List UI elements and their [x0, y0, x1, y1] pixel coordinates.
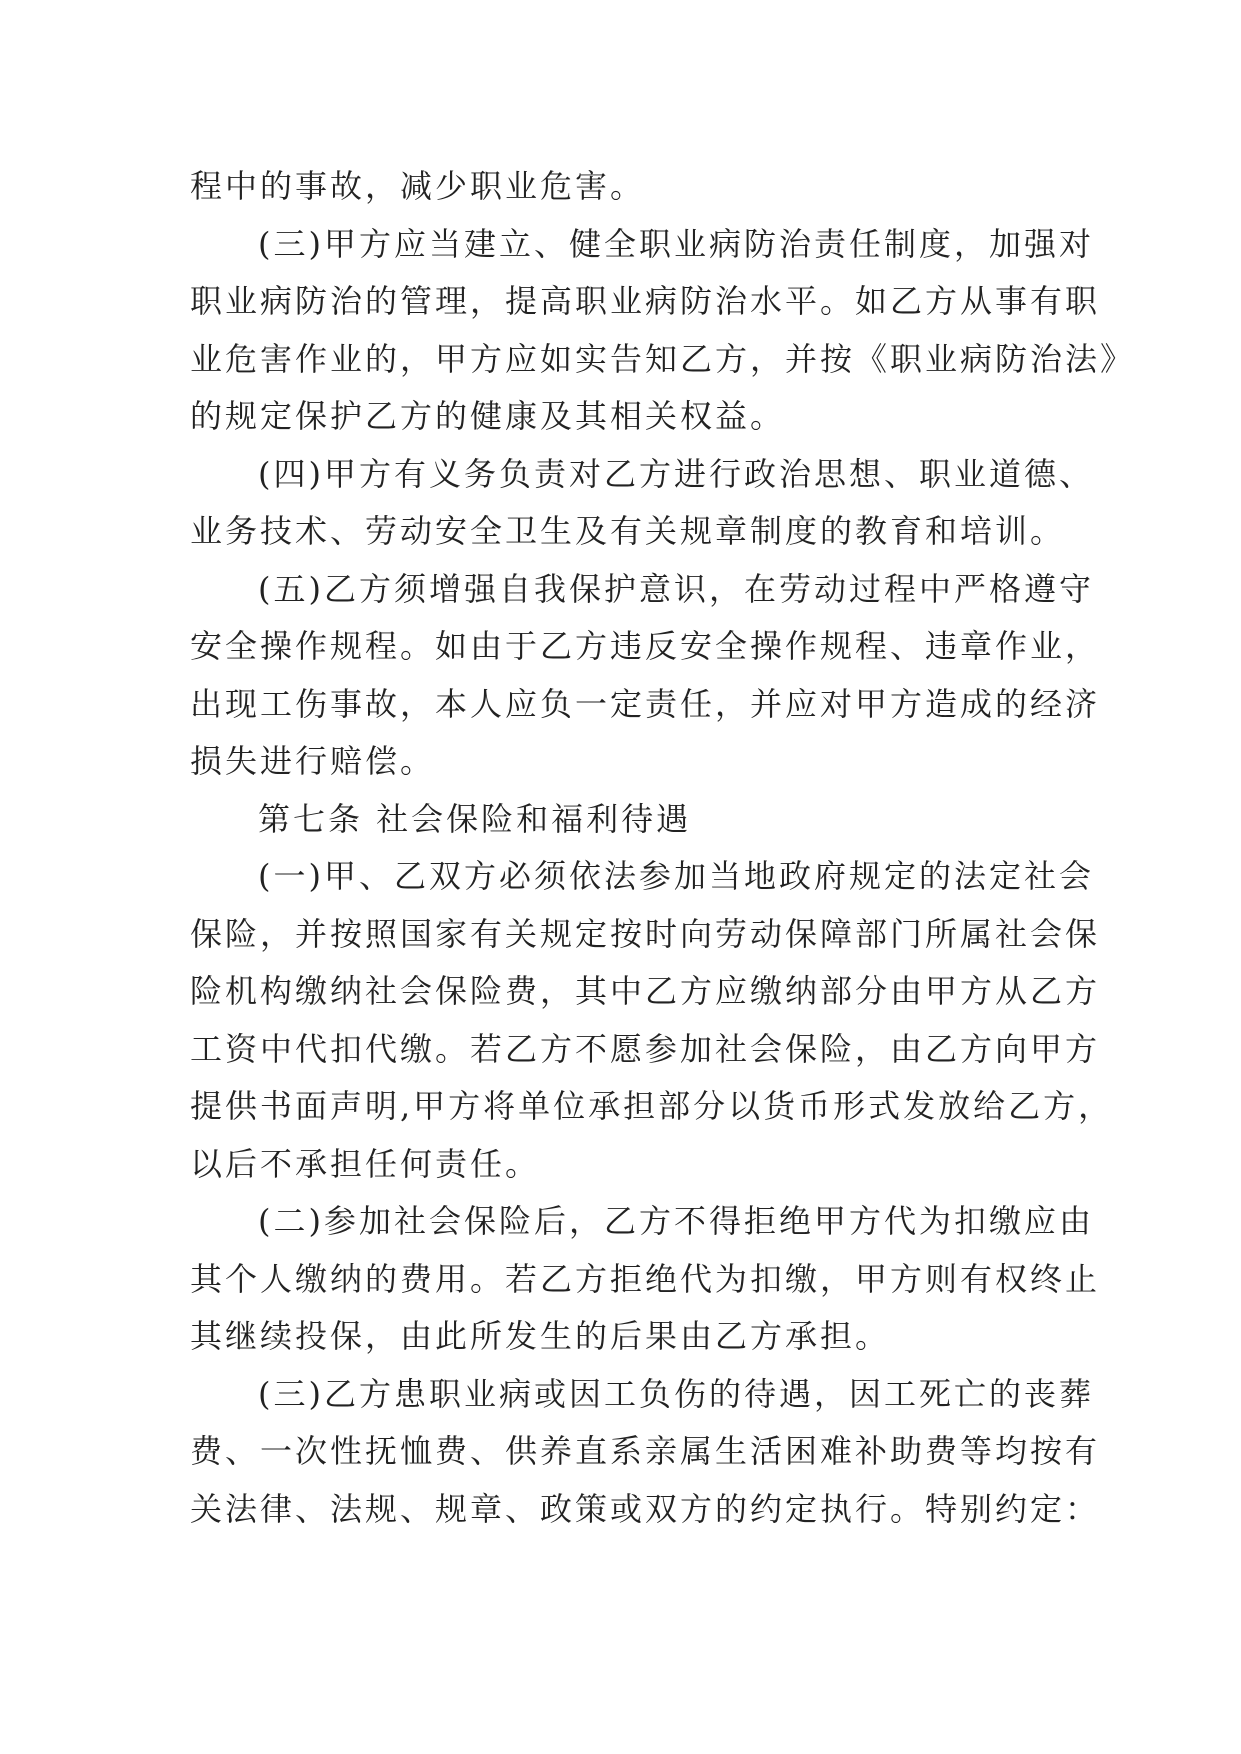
- text-line: 工资中代扣代缴。若乙方不愿参加社会保险，由乙方向甲方: [190, 1029, 1101, 1068]
- document-body: [190, 158, 1136, 1538]
- text-line: 业危害作业的，甲方应如实告知乙方，并按《职业病防治法》: [190, 339, 1136, 378]
- text-line: 损失进行赔偿。: [190, 742, 436, 780]
- text-line: 以后不承担任何责任。: [190, 1144, 541, 1183]
- text-line: (四)甲方有义务负责对乙方进行政治思想、职业道德、: [258, 454, 1094, 493]
- section-heading: 第七条 社会保险和福利待遇: [258, 799, 692, 838]
- text-line: 出现工伤事故，本人应负一定责任，并应对甲方造成的经济: [190, 684, 1101, 723]
- text-line: 其继续投保，由此所发生的后果由乙方承担。: [190, 1317, 891, 1355]
- text-line: 提供书面声明,甲方将单位承担部分以货币形式发放给乙方，: [190, 1087, 1114, 1125]
- text-line: 保险，并按照国家有关规定按时向劳动保障部门所属社会保: [190, 914, 1101, 953]
- text-line: (二)参加社会保险后，乙方不得拒绝甲方代为扣缴应由: [258, 1202, 1094, 1240]
- text-line: 险机构缴纳社会保险费，其中乙方应缴纳部分由甲方从乙方: [190, 972, 1101, 1010]
- text-line: (三)乙方患职业病或因工负伤的待遇，因工死亡的丧葬: [258, 1374, 1094, 1413]
- text-line: 关法律、法规、规章、政策或双方的约定执行。特别约定：: [190, 1489, 1101, 1528]
- text-line: (五)乙方须增强自我保护意识，在劳动过程中严格遵守: [258, 569, 1094, 608]
- text-line: (三)甲方应当建立、健全职业病防治责任制度，加强对: [258, 224, 1094, 263]
- text-line: 其个人缴纳的费用。若乙方拒绝代为扣缴，甲方则有权终止: [190, 1259, 1101, 1298]
- text-line: 业务技术、劳动安全卫生及有关规章制度的教育和培训。: [190, 512, 1066, 550]
- text-line: 职业病防治的管理，提高职业病防治水平。如乙方从事有职: [190, 282, 1101, 320]
- text-line: 安全操作规程。如由于乙方违反安全操作规程、违章作业，: [190, 627, 1101, 665]
- text-line: 程中的事故，减少职业危害。: [190, 167, 646, 205]
- text-line: (一)甲、乙双方必须依法参加当地政府规定的法定社会: [258, 857, 1094, 895]
- text-line: 费、一次性抚恤费、供养直系亲属生活困难补助费等均按有: [190, 1432, 1101, 1470]
- text-line: 的规定保护乙方的健康及其相关权益。: [190, 397, 786, 435]
